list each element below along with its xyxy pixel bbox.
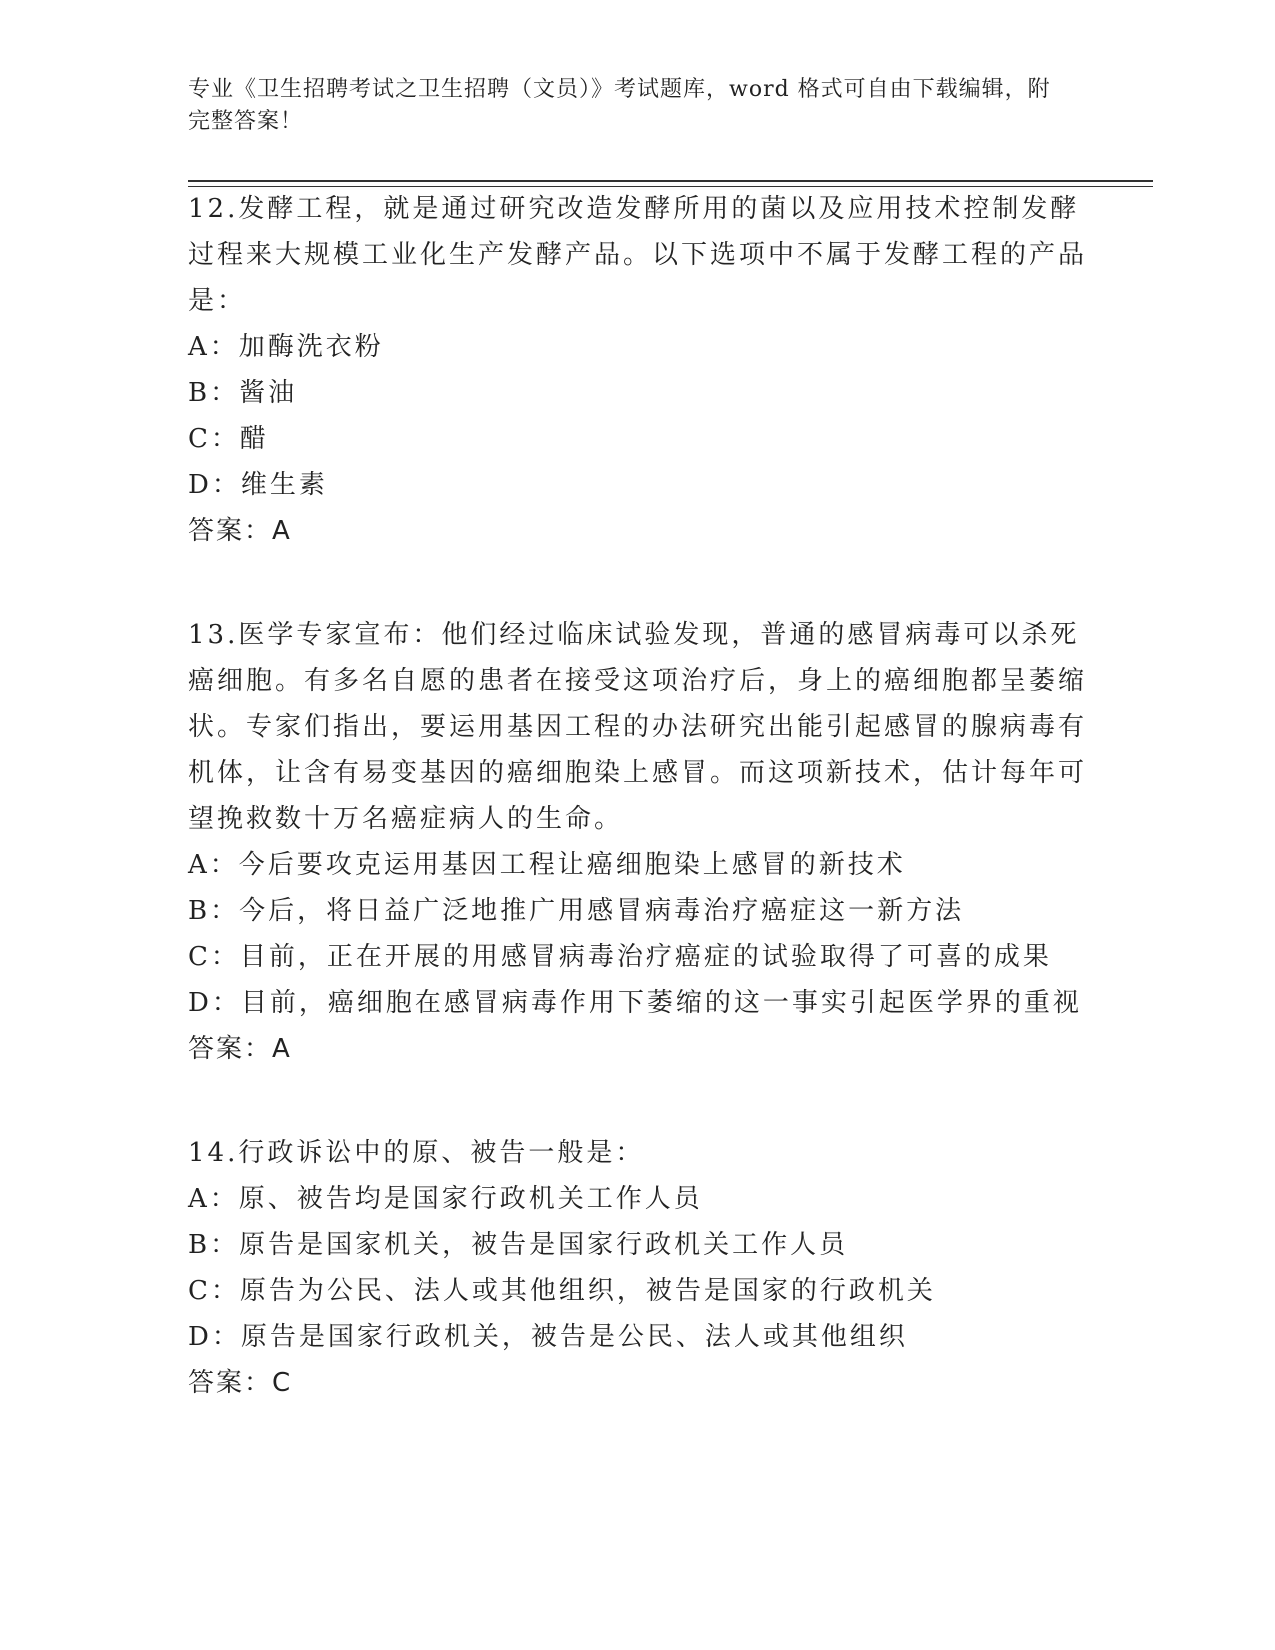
question-stem: 14.行政诉讼中的原、被告一般是： [188, 1138, 645, 1168]
option-b: B：酱油 [188, 378, 298, 408]
answer-line: 答案：A [188, 1034, 292, 1064]
header-divider-thick [188, 180, 1153, 182]
question-12 [188, 186, 1088, 554]
question-spacer [188, 554, 1088, 612]
option-a: A：加酶洗衣粉 [188, 332, 384, 362]
option-c: C：原告为公民、法人或其他组织，被告是国家的行政机关 [188, 1276, 936, 1306]
question-stem: 12.发酵工程，就是通过研究改造发酵所用的菌以及应用技术控制发酵过程来大规模工业化生产发酵产品。以下选项中不属于发酵工程的产品是： [188, 194, 1088, 316]
question-14 [188, 1130, 1088, 1406]
option-b: B：原告是国家机关，被告是国家行政机关工作人员 [188, 1230, 849, 1260]
answer-line: 答案：C [188, 1368, 293, 1398]
option-a: A：原、被告均是国家行政机关工作人员 [188, 1184, 703, 1214]
question-list [188, 186, 1088, 1406]
question-spacer [188, 1072, 1088, 1130]
option-d: D：目前，癌细胞在感冒病毒作用下萎缩的这一事实引起医学界的重视 [188, 988, 1082, 1018]
option-d: D：原告是国家行政机关，被告是公民、法人或其他组织 [188, 1322, 908, 1352]
option-c: C：目前，正在开展的用感冒病毒治疗癌症的试验取得了可喜的成果 [188, 942, 1052, 972]
question-stem: 13.医学专家宣布：他们经过临床试验发现，普通的感冒病毒可以杀死癌细胞。有多名自愿的患者在接受这项治疗后，身上的癌细胞都呈萎缩状。专家们指出，要运用基因工程的办法研究出能引起感冒的腺病毒有机体，让含有易变基因的癌细胞染上感冒。而这项新技术，估计每年可望挽救数十万名癌症病人的生命。 [188, 620, 1088, 834]
option-a: A：今后要攻克运用基因工程让癌细胞染上感冒的新技术 [188, 850, 906, 880]
option-c: C：醋 [188, 424, 269, 454]
option-b: B：今后，将日益广泛地推广用感冒病毒治疗癌症这一新方法 [188, 896, 965, 926]
option-d: D：维生素 [188, 470, 328, 500]
page-header: 专业《卫生招聘考试之卫生招聘（文员）》考试题库，word 格式可自由下载编辑，附完整答案！ [188, 77, 1051, 134]
question-13 [188, 612, 1088, 1072]
answer-line: 答案：A [188, 516, 292, 546]
